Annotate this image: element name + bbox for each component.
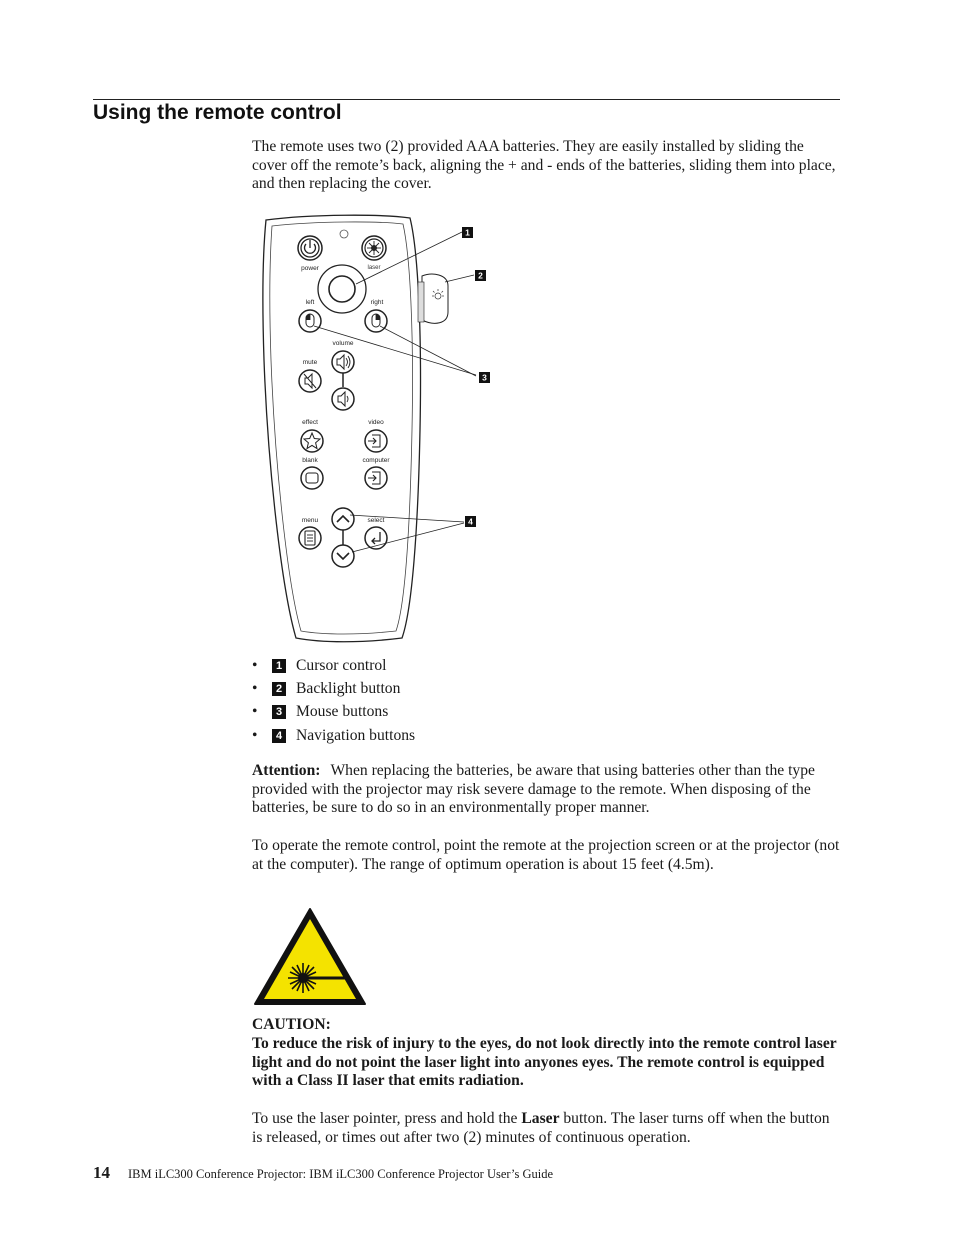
intro-paragraph: The remote uses two (2) provided AAA batteries. They are easily installed by sliding the cover off the remote’s back, aligning the + and - ends of the batteries, sliding them into place, and then replacing the cover. [252,138,836,193]
page-number: 14 [93,1163,110,1182]
callout-2 [475,270,486,281]
callout-4 [465,516,476,527]
legend-label: Mouse buttons [296,703,389,721]
computer-button [365,467,387,489]
laser-label: laser [367,265,381,271]
svg-text:1: 1 [465,227,470,238]
callout-badge: 1 [272,659,286,673]
power-button [298,236,322,260]
caution-label: CAUTION: [252,1016,331,1033]
section-heading: Using the remote control [93,101,342,124]
callout-badge: 4 [272,729,286,743]
svg-text:2: 2 [478,270,483,281]
mute-label: mute [302,359,318,366]
laser-button [362,236,386,260]
svg-text:4: 4 [468,516,473,527]
list-item: • 1 Cursor control [252,656,387,674]
backlight-button [422,274,448,323]
blank-button [301,467,323,489]
cursor-control [329,276,355,302]
callout-badge: 3 [272,705,286,719]
right-label: right [370,299,384,306]
nav-up-button [332,508,354,530]
mute-button [299,370,321,392]
video-button [365,430,387,452]
left-label: left [305,299,315,306]
attention-paragraph [252,762,840,818]
right-mouse-button [365,310,387,332]
callout-legend [252,654,415,748]
menu-label: menu [301,517,319,524]
list-item: • 3 Mouse buttons [252,703,389,721]
operate-paragraph: To operate the remote control, point the remote at the projection screen or at the projector (not at the computer). The range of optimum operation is about 15 feet (4.5m). [252,837,840,873]
laser-button-name: Laser [521,1110,560,1127]
volume-down-button [332,388,354,410]
nav-down-button [332,545,354,567]
page-footer [93,1163,553,1183]
blank-label: blank [302,457,318,464]
svg-text:3: 3 [482,372,487,383]
effect-button [301,430,323,452]
legend-label: Cursor control [296,656,387,674]
menu-button [299,527,321,549]
legend-label: Backlight button [296,680,401,698]
effect-label: effect [302,419,318,426]
list-item: • 4 Navigation buttons [252,726,416,744]
attention-label: Attention: [252,762,321,779]
left-mouse-button [299,310,321,332]
volume-label: volume [332,340,354,347]
footer-title: IBM iLC300 Conference Projector: IBM iLC300 Conference Projector User’s Guide [128,1167,554,1181]
caution-text: To reduce the risk of injury to the eyes, do not look directly into the remote control laser light and do not point the laser light into anyones eyes. The remote control is equipped with a Class II laser that emits radiation. [252,1035,837,1090]
list-item: • 2 Backlight button [252,680,401,698]
laser-use-paragraph: To use the laser pointer, press and hold the Laser button. The laser turns off when the button is released, or times out after two (2) minutes of continuous operation. [252,1110,830,1146]
computer-label: computer [362,457,390,464]
callout-badge: 2 [272,682,286,696]
video-label: video [368,419,384,426]
remote-control-figure [252,210,492,650]
select-label: select [367,517,385,524]
laser-warning-icon [252,906,368,1008]
callout-1 [462,227,473,238]
legend-label: Navigation buttons [296,726,416,744]
callout-3 [479,372,490,383]
power-label: power [301,265,319,272]
section-rule [93,99,840,100]
volume-up-button [332,351,354,373]
attention-text: When replacing the batteries, be aware that using batteries other than the type provided with the projector may risk severe damage to the remote. When disposing of the batteries, be sure to do so in an environmentally proper manner. [252,762,815,817]
